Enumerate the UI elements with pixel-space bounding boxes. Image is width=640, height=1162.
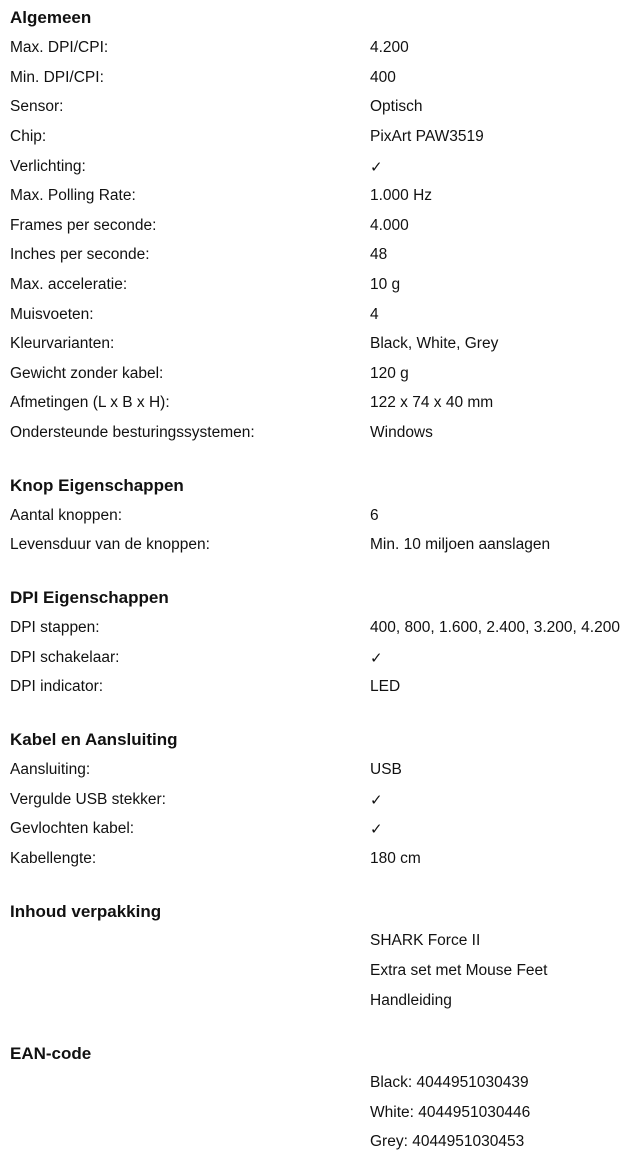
- spec-row: [0, 535, 640, 565]
- check-icon: ✓: [370, 820, 383, 838]
- spec-label: Inches per seconde:: [10, 246, 150, 263]
- spec-value: 6: [370, 507, 379, 524]
- section-title-kabel-en-aansluiting: Kabel en Aansluiting: [10, 730, 178, 749]
- spec-label: Chip:: [10, 128, 47, 145]
- section-title-algemeen: Algemeen: [10, 8, 92, 27]
- spec-label: Aantal knoppen:: [10, 507, 123, 524]
- spec-value: 4.000: [370, 217, 409, 234]
- spec-value: 120 g: [370, 365, 409, 382]
- spec-row: [0, 931, 640, 961]
- spec-label: DPI schakelaar:: [10, 649, 120, 666]
- spec-value: PixArt PAW3519: [370, 128, 484, 145]
- spec-value: 180 cm: [370, 850, 421, 867]
- spec-value: Black, White, Grey: [370, 335, 499, 352]
- spec-row: [0, 216, 640, 246]
- spec-row: [0, 275, 640, 305]
- spec-row: [0, 991, 640, 1021]
- spec-value: 4: [370, 306, 379, 323]
- spec-label: Gevlochten kabel:: [10, 820, 135, 837]
- spec-row: [0, 760, 640, 790]
- spec-value: USB: [370, 761, 402, 778]
- spec-row: [0, 423, 640, 453]
- spec-row: [0, 506, 640, 536]
- spec-row: [0, 1103, 640, 1133]
- spec-value: Black: 4044951030439: [370, 1074, 529, 1091]
- spec-label: Gewicht zonder kabel:: [10, 365, 164, 382]
- spec-value: White: 4044951030446: [370, 1104, 531, 1121]
- spec-label: Kleurvarianten:: [10, 335, 115, 352]
- spec-label: Aansluiting:: [10, 761, 91, 778]
- spec-value: Optisch: [370, 98, 423, 115]
- spec-row: [0, 1132, 640, 1162]
- spec-value: 10 g: [370, 276, 401, 293]
- spec-label: Ondersteunde besturingssystemen:: [10, 424, 255, 441]
- spec-row: [0, 245, 640, 275]
- spec-value: Grey: 4044951030453: [370, 1133, 525, 1150]
- spec-label: Max. acceleratie:: [10, 276, 128, 293]
- spec-row: [0, 305, 640, 335]
- spec-row: [0, 790, 640, 820]
- spec-label: Sensor:: [10, 98, 64, 115]
- spec-value: Extra set met Mouse Feet: [370, 962, 548, 979]
- spec-value: 122 x 74 x 40 mm: [370, 394, 494, 411]
- spec-value: Min. 10 miljoen aanslagen: [370, 536, 551, 553]
- spec-label: Frames per seconde:: [10, 217, 157, 234]
- spec-row: [0, 648, 640, 678]
- spec-label: DPI indicator:: [10, 678, 104, 695]
- spec-row: [0, 364, 640, 394]
- spec-row: [0, 677, 640, 707]
- spec-row: [0, 1073, 640, 1103]
- section-title-knop-eigenschappen: Knop Eigenschappen: [10, 476, 184, 495]
- spec-value: Handleiding: [370, 992, 452, 1009]
- spec-row: [0, 127, 640, 157]
- spec-label: Muisvoeten:: [10, 306, 94, 323]
- spec-label: Max. Polling Rate:: [10, 187, 136, 204]
- check-icon: ✓: [370, 158, 383, 176]
- spec-value: 400, 800, 1.600, 2.400, 3.200, 4.200: [370, 619, 620, 636]
- spec-row: [0, 334, 640, 364]
- spec-row: [0, 849, 640, 879]
- spec-row: [0, 38, 640, 68]
- spec-label: DPI stappen:: [10, 619, 100, 636]
- spec-label: Kabellengte:: [10, 850, 97, 867]
- spec-value: 4.200: [370, 39, 409, 56]
- spec-value: 48: [370, 246, 388, 263]
- spec-row: [0, 97, 640, 127]
- spec-value: LED: [370, 678, 401, 695]
- check-icon: ✓: [370, 791, 383, 809]
- spec-value: SHARK Force II: [370, 932, 481, 949]
- section-title-dpi-eigenschappen: DPI Eigenschappen: [10, 588, 169, 607]
- spec-label: Levensduur van de knoppen:: [10, 536, 210, 553]
- spec-row: [0, 618, 640, 648]
- spec-row: [0, 393, 640, 423]
- spec-label: Verlichting:: [10, 158, 86, 175]
- spec-label: Max. DPI/CPI:: [10, 39, 109, 56]
- section-title-inhoud-verpakking: Inhoud verpakking: [10, 902, 162, 921]
- spec-row: [0, 819, 640, 849]
- spec-label: Vergulde USB stekker:: [10, 791, 166, 808]
- spec-row: [0, 68, 640, 98]
- spec-value: Windows: [370, 424, 433, 441]
- spec-row: [0, 961, 640, 991]
- spec-label: Afmetingen (L x B x H):: [10, 394, 170, 411]
- section-title-ean-code: EAN-code: [10, 1044, 92, 1063]
- spec-row: [0, 157, 640, 187]
- spec-row: [0, 186, 640, 216]
- spec-label: Min. DPI/CPI:: [10, 69, 104, 86]
- check-icon: ✓: [370, 649, 383, 667]
- spec-value: 400: [370, 69, 396, 86]
- spec-value: 1.000 Hz: [370, 187, 433, 204]
